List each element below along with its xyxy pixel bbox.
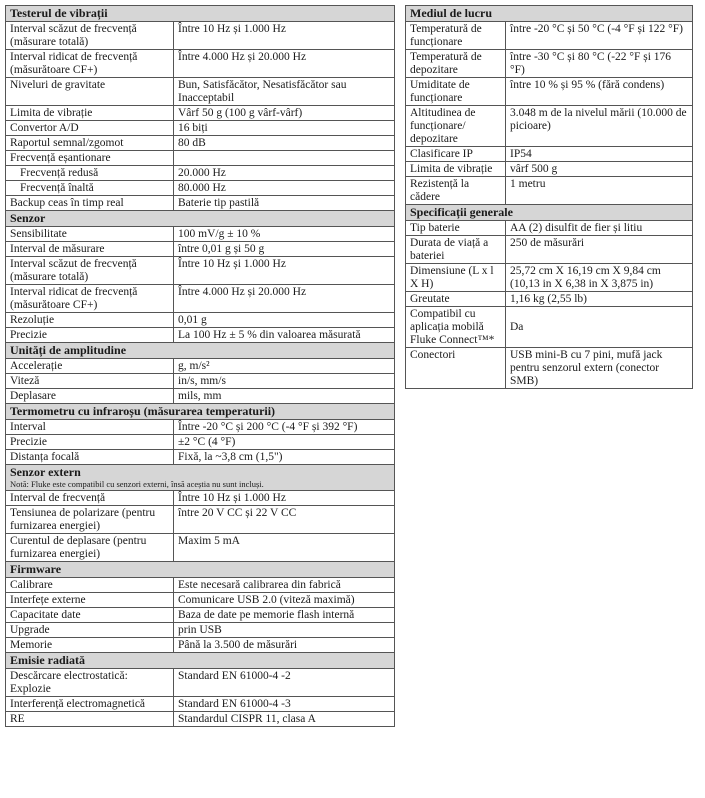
spec-row-limita-de-vibratie — [6, 106, 395, 121]
spec-label: Frecvență redusă — [6, 166, 174, 181]
spec-row-deplasare — [6, 389, 395, 404]
section-header-senzor — [6, 211, 395, 227]
spec-value: Vârf 50 g (100 g vârf-vârf) — [174, 106, 395, 121]
spec-row-greutate — [406, 292, 693, 307]
spec-label: Tensiunea de polarizare (pentru furnizarea energiei) — [6, 506, 174, 534]
spec-value: Bun, Satisfăcător, Nesatisfăcător sau Inacceptabil — [174, 78, 395, 106]
spec-value: ±2 °C (4 °F) — [174, 435, 395, 450]
section-header-testerul-de-vibratii — [6, 6, 395, 22]
spec-value: Standardul CISPR 11, clasa A — [174, 712, 395, 727]
spec-row-precizie — [6, 435, 395, 450]
section-title: Unități de amplitudine — [10, 343, 127, 357]
spec-value: între 10 % și 95 % (fără condens) — [506, 78, 693, 106]
spec-row-interval-scazut-de-frecventa-masurare-to — [6, 257, 395, 285]
spec-value: între -30 °C și 80 °C (-22 °F și 176 °F) — [506, 50, 693, 78]
spec-label: Umiditate de funcționare — [406, 78, 506, 106]
spec-value: Între 10 Hz și 1.000 Hz — [174, 491, 395, 506]
section-title: Specificații generale — [410, 205, 513, 219]
spec-row-interfete-externe — [6, 593, 395, 608]
section-title: Firmware — [10, 562, 62, 576]
spec-label: Distanța focală — [6, 450, 174, 465]
spec-row-backup-ceas-in-timp-real — [6, 196, 395, 211]
spec-label: Conectori — [406, 348, 506, 389]
spec-value: IP54 — [506, 147, 693, 162]
spec-row-viteza — [6, 374, 395, 389]
spec-value: 16 biți — [174, 121, 395, 136]
spec-value: 100 mV/g ± 10 % — [174, 227, 395, 242]
spec-label: Interval ridicat de frecvență (măsurătoare CF+) — [6, 50, 174, 78]
section-header-firmware — [6, 562, 395, 578]
section-title: Senzor — [10, 211, 46, 225]
spec-label: Limita de vibrație — [406, 162, 506, 177]
spec-label: Interval — [6, 420, 174, 435]
spec-label: Backup ceas în timp real — [6, 196, 174, 211]
spec-label: Viteză — [6, 374, 174, 389]
spec-row-dimensiune-l-x-l-x-h — [406, 264, 693, 292]
section-header-unitati-de-amplitudine — [6, 343, 395, 359]
spec-value: Între 10 Hz și 1.000 Hz — [174, 22, 395, 50]
spec-value: La 100 Hz ± 5 % din valoarea măsurată — [174, 328, 395, 343]
spec-row-limita-de-vibratie — [406, 162, 693, 177]
right-spec-table — [405, 5, 693, 389]
spec-row-tensiunea-de-polarizare-pentru-furnizare — [6, 506, 395, 534]
spec-row-frecventa-esantionare — [6, 151, 395, 166]
spec-row-re — [6, 712, 395, 727]
spec-label: Frecvență eșantionare — [6, 151, 174, 166]
spec-label: Precizie — [6, 328, 174, 343]
section-title: Termometru cu infraroșu (măsurarea temperaturii) — [10, 404, 276, 418]
spec-value: Între 10 Hz și 1.000 Hz — [174, 257, 395, 285]
spec-row-raportul-semnal-zgomot — [6, 136, 395, 151]
spec-value: Maxim 5 mA — [174, 534, 395, 562]
spec-value: prin USB — [174, 623, 395, 638]
spec-value: AA (2) disulfit de fier și litiu — [506, 221, 693, 236]
spec-row-temperatura-de-functionare — [406, 22, 693, 50]
spec-label: Interval de frecvență — [6, 491, 174, 506]
spec-value: Baza de date pe memorie flash internă — [174, 608, 395, 623]
spec-label: Frecvență înaltă — [6, 181, 174, 196]
spec-label: Raportul semnal/zgomot — [6, 136, 174, 151]
spec-label: Tip baterie — [406, 221, 506, 236]
spec-value: Standard EN 61000-4 -2 — [174, 669, 395, 697]
spec-row-compatibil-cu-aplicatia-mobila-fluke-con — [406, 307, 693, 348]
spec-row-curentul-de-deplasare-pentru-furnizarea- — [6, 534, 395, 562]
spec-value: Între -20 °C și 200 °C (-4 °F și 392 °F) — [174, 420, 395, 435]
spec-value: 20.000 Hz — [174, 166, 395, 181]
spec-row-altitudinea-de-functionare-depozitare — [406, 106, 693, 147]
spec-row-acceleratie — [6, 359, 395, 374]
spec-row-niveluri-de-gravitate — [6, 78, 395, 106]
spec-row-umiditate-de-functionare — [406, 78, 693, 106]
spec-value: între 20 V CC și 22 V CC — [174, 506, 395, 534]
section-header-specificatii-generale — [406, 205, 693, 221]
spec-label: Interval scăzut de frecvență (măsurare totală) — [6, 22, 174, 50]
spec-value: Da — [506, 307, 693, 348]
spec-row-interval-scazut-de-frecventa-masurare-to — [6, 22, 395, 50]
spec-label: Temperatură de depozitare — [406, 50, 506, 78]
spec-row-convertor-a-d — [6, 121, 395, 136]
spec-label: Niveluri de gravitate — [6, 78, 174, 106]
spec-value: Standard EN 61000-4 -3 — [174, 697, 395, 712]
spec-label: RE — [6, 712, 174, 727]
spec-value: între 0,01 g și 50 g — [174, 242, 395, 257]
spec-value: Fixă, la ~3,8 cm (1,5") — [174, 450, 395, 465]
spec-label: Accelerație — [6, 359, 174, 374]
spec-value: Între 4.000 Hz și 20.000 Hz — [174, 285, 395, 313]
spec-label: Interfețe externe — [6, 593, 174, 608]
spec-label: Rezistență la cădere — [406, 177, 506, 205]
spec-value: 3.048 m de la nivelul mării (10.000 de picioare) — [506, 106, 693, 147]
spec-label: Dimensiune (L x l X H) — [406, 264, 506, 292]
spec-label: Descărcare electrostatică: Explozie — [6, 669, 174, 697]
spec-value: Comunicare USB 2.0 (viteză maximă) — [174, 593, 395, 608]
spec-row-temperatura-de-depozitare — [406, 50, 693, 78]
section-note: Notă: Fluke este compatibil cu senzori externi, însă aceștia nu sunt incluși. — [10, 479, 264, 489]
spec-row-interval — [6, 420, 395, 435]
spec-value: Este necesară calibrarea din fabrică — [174, 578, 395, 593]
spec-value: între -20 °C și 50 °C (-4 °F și 122 °F) — [506, 22, 693, 50]
spec-label: Calibrare — [6, 578, 174, 593]
spec-row-memorie — [6, 638, 395, 653]
spec-label: Upgrade — [6, 623, 174, 638]
spec-row-interval-de-masurare — [6, 242, 395, 257]
spec-value — [174, 151, 395, 166]
spec-row-durata-de-viata-a-bateriei — [406, 236, 693, 264]
spec-value: Între 4.000 Hz și 20.000 Hz — [174, 50, 395, 78]
spec-label: Altitudinea de funcționare/ depozitare — [406, 106, 506, 147]
spec-value: 0,01 g — [174, 313, 395, 328]
spec-row-frecventa-redusa — [6, 166, 395, 181]
spec-value: 80 dB — [174, 136, 395, 151]
spec-row-upgrade — [6, 623, 395, 638]
spec-label: Compatibil cu aplicația mobilă Fluke Connect™* — [406, 307, 506, 348]
spec-value: vârf 500 g — [506, 162, 693, 177]
spec-label: Deplasare — [6, 389, 174, 404]
spec-label: Interval de măsurare — [6, 242, 174, 257]
section-header-senzor-extern — [6, 465, 395, 491]
spec-row-interval-de-frecventa — [6, 491, 395, 506]
spec-row-sensibilitate — [6, 227, 395, 242]
section-title: Senzor extern — [10, 465, 81, 479]
spec-value: Până la 3.500 de măsurări — [174, 638, 395, 653]
spec-row-interval-ridicat-de-frecventa-masuratoar — [6, 285, 395, 313]
spec-row-interferenta-electromagnetica — [6, 697, 395, 712]
spec-value: 1 metru — [506, 177, 693, 205]
section-header-termometru-cu-infrarosu-masurarea-temper — [6, 404, 395, 420]
spec-row-precizie — [6, 328, 395, 343]
spec-row-conectori — [406, 348, 693, 389]
spec-label: Precizie — [6, 435, 174, 450]
spec-label: Interferență electromagnetică — [6, 697, 174, 712]
spec-row-interval-ridicat-de-frecventa-masuratoar — [6, 50, 395, 78]
spec-label: Rezoluție — [6, 313, 174, 328]
section-title: Emisie radiată — [10, 653, 85, 667]
spec-row-rezistenta-la-cadere — [406, 177, 693, 205]
section-title: Testerul de vibrații — [10, 6, 108, 20]
spec-label: Clasificare IP — [406, 147, 506, 162]
spec-value: 250 de măsurări — [506, 236, 693, 264]
section-title: Mediul de lucru — [410, 6, 493, 20]
spec-label: Temperatură de funcționare — [406, 22, 506, 50]
spec-value: 1,16 kg (2,55 lb) — [506, 292, 693, 307]
spec-label: Greutate — [406, 292, 506, 307]
spec-value: USB mini-B cu 7 pini, mufă jack pentru senzorul extern (conector SMB) — [506, 348, 693, 389]
spec-value: 25,72 cm X 16,19 cm X 9,84 cm (10,13 in X 6,38 in X 3,875 in) — [506, 264, 693, 292]
spec-label: Sensibilitate — [6, 227, 174, 242]
spec-label: Limita de vibrație — [6, 106, 174, 121]
spec-label: Interval scăzut de frecvență (măsurare totală) — [6, 257, 174, 285]
spec-label: Memorie — [6, 638, 174, 653]
spec-label: Capacitate date — [6, 608, 174, 623]
spec-value: 80.000 Hz — [174, 181, 395, 196]
spec-value: in/s, mm/s — [174, 374, 395, 389]
spec-value: Baterie tip pastilă — [174, 196, 395, 211]
left-spec-table — [5, 5, 395, 727]
spec-row-clasificare-ip — [406, 147, 693, 162]
spec-row-capacitate-date — [6, 608, 395, 623]
spec-row-frecventa-inalta — [6, 181, 395, 196]
spec-label: Curentul de deplasare (pentru furnizarea energiei) — [6, 534, 174, 562]
section-header-mediul-de-lucru — [406, 6, 693, 22]
spec-label: Convertor A/D — [6, 121, 174, 136]
spec-row-descarcare-electrostatica-explozie — [6, 669, 395, 697]
spec-value: g, m/s² — [174, 359, 395, 374]
spec-row-tip-baterie — [406, 221, 693, 236]
spec-label: Interval ridicat de frecvență (măsurătoare CF+) — [6, 285, 174, 313]
spec-label: Durata de viață a bateriei — [406, 236, 506, 264]
spec-row-rezolutie — [6, 313, 395, 328]
spec-value: mils, mm — [174, 389, 395, 404]
section-header-emisie-radiata — [6, 653, 395, 669]
spec-row-distanta-focala — [6, 450, 395, 465]
spec-row-calibrare — [6, 578, 395, 593]
